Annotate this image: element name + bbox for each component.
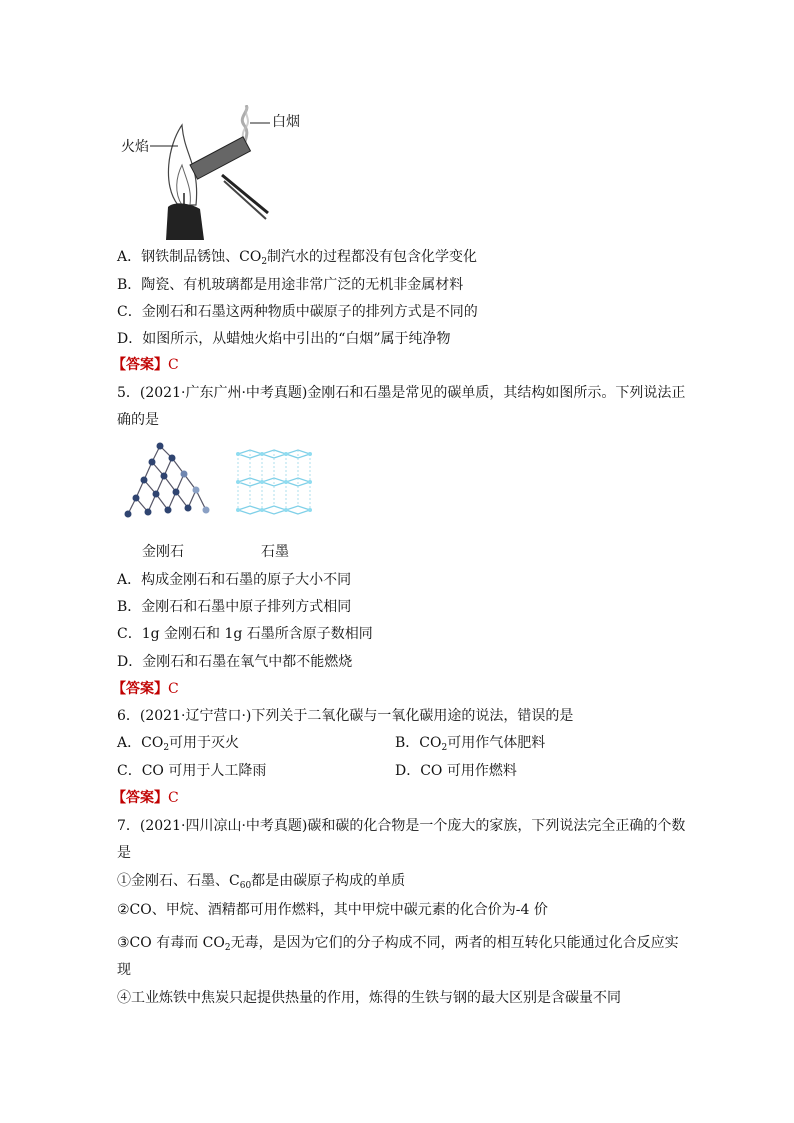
diamond-structure-figure — [122, 440, 212, 520]
flame-leader-line — [150, 140, 180, 150]
q4-option-d: D．如图所示，从蜡烛火焰中引出的“白烟”属于纯净物 — [117, 331, 451, 347]
q7-statement-3: ③CO 有毒而 $CO_2$无毒，是因为它们的分子构成不同，两者的相互转化只能通过化合反应实 — [117, 935, 679, 953]
q6-option-d: D．CO 可用作燃料 — [395, 763, 517, 779]
figure-label-flame: 火焰 — [121, 139, 149, 155]
q7-stem-line2: 是 — [117, 845, 131, 861]
q7-statement-1: ①金刚石、石墨、$C_{60}$都是由碳原子构成的单质 — [117, 873, 406, 891]
q4-answer: 【答案】C — [112, 357, 179, 373]
figure-label-diamond: 金刚石 — [142, 544, 184, 560]
q5-option-a: A．构成金刚石和石墨的原子大小不同 — [117, 572, 352, 588]
q5-answer: 【答案】C — [112, 681, 179, 697]
q5-stem-line2: 确的是 — [117, 412, 159, 428]
q4-option-b: B．陶瓷、有机玻璃都是用途非常广泛的无机非金属材料 — [117, 277, 464, 293]
q6-answer: 【答案】C — [112, 790, 179, 806]
q7-statement-2: ②CO、甲烷、酒精都可用作燃料，其中甲烷中碳元素的化合价为-4 价 — [117, 902, 548, 918]
q4-option-c: C．金刚石和石墨这两种物质中碳原子的排列方式是不同的 — [117, 304, 478, 320]
q4-option-a: A．钢铁制品锈蚀、$CO_2$制汽水的过程都没有包含化学变化 — [117, 249, 478, 267]
q5-option-d: D．金刚石和石墨在氧气中都不能燃烧 — [117, 654, 353, 670]
figure-label-smoke: 白烟 — [272, 114, 300, 130]
q5-option-b: B．金刚石和石墨中原子排列方式相同 — [117, 599, 352, 615]
q6-option-b: B．$CO_2$可用作气体肥料 — [395, 735, 546, 753]
q5-option-c: C．1g 金刚石和 1g 石墨所含原子数相同 — [117, 626, 373, 642]
q6-option-a: A．$CO_2$可用于灭火 — [117, 735, 240, 753]
figure-label-graphite: 石墨 — [261, 544, 289, 560]
q7-statement-3-cont: 现 — [117, 962, 131, 978]
q7-stem-line1: 7．(2021·四川凉山·中考真题)碳和碳的化合物是一个庞大的家族，下列说法完全正确的个数 — [117, 818, 686, 834]
q7-statement-4: ④工业炼铁中焦炭只起提供热量的作用，炼得的生铁与钢的最大区别是含碳量不同 — [117, 990, 621, 1006]
graphite-structure-figure — [232, 446, 316, 522]
q6-stem: 6．(2021·辽宁营口·)下列关于二氧化碳与一氧化碳用途的说法，错误的是 — [117, 708, 574, 724]
q5-stem-line1: 5．(2021·广东广州·中考真题)金刚石和石墨是常见的碳单质，其结构如图所示。下列说法正 — [117, 385, 686, 401]
candle-smoke-figure — [160, 105, 270, 240]
q6-option-c: C．CO 可用于人工降雨 — [117, 763, 267, 779]
